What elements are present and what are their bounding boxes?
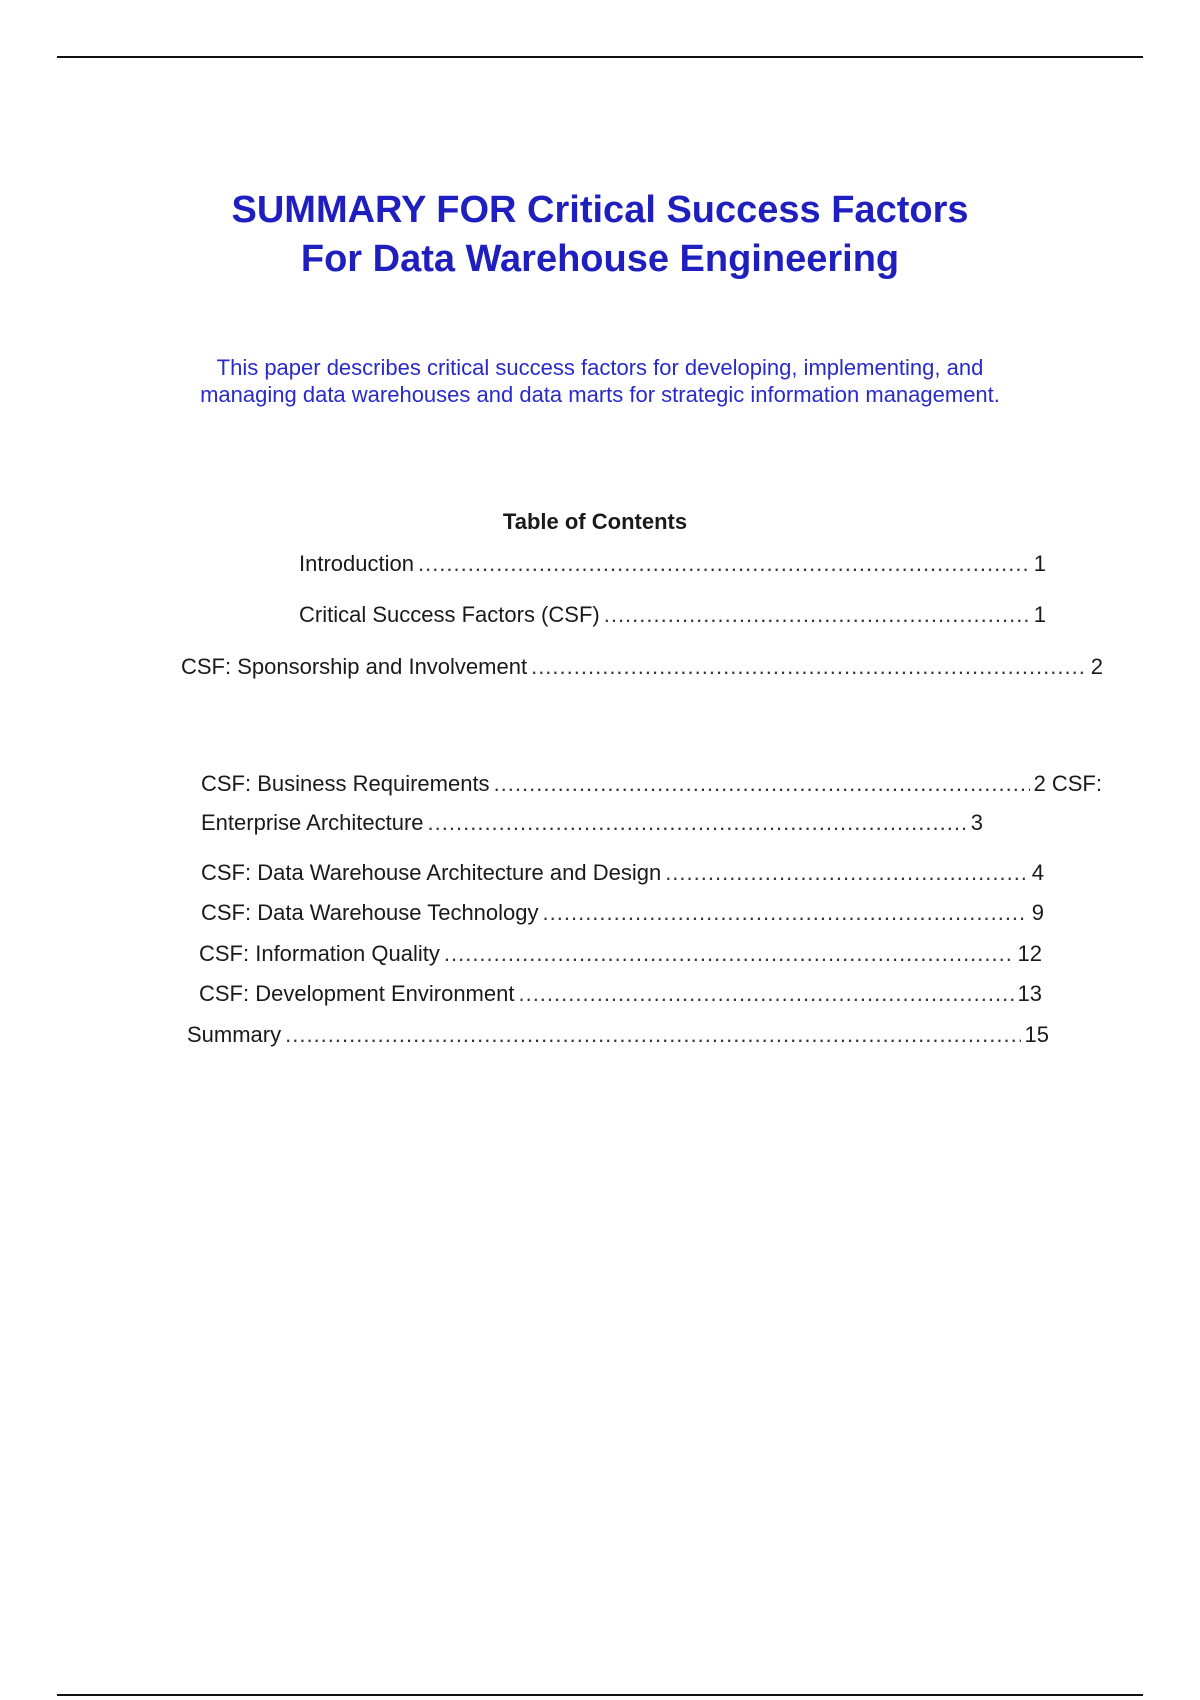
bottom-rule [57,1694,1143,1696]
toc-entry-wrapped-prefix: CSF: [1051,771,1102,796]
toc-entry-page: 13 [1017,981,1042,1006]
toc-entry-label: Summary [187,1022,282,1047]
toc-dot-leader [531,652,1087,682]
toc-entry-label: CSF: Information Quality [199,941,440,966]
toc-heading: Table of Contents [502,509,688,534]
toc-entry-enterprise-architecture[interactable] [201,808,983,838]
toc-entry-page: 3 [970,810,983,835]
abstract-line-2: managing data warehouses and data marts for strategic information management. [200,382,1000,407]
toc-entry-label: CSF: Sponsorship and Involvement [181,654,528,679]
toc-dot-leader [665,858,1028,888]
title-line-1: SUMMARY FOR Critical Success Factors [231,189,969,231]
abstract-line-1: This paper describes critical success factors for developing, implementing, and [216,355,984,380]
toc-dot-leader [543,898,1028,928]
toc-dot-leader [428,808,967,838]
toc-entry-information-quality[interactable] [199,939,1042,969]
toc-entry-label: Introduction [299,551,414,576]
toc-entry-page: 15 [1024,1022,1049,1047]
toc-entry-page: 2 [1033,771,1046,796]
toc-dot-leader [604,600,1030,630]
toc-entry-sponsorship[interactable] [181,652,1103,682]
toc-entry-page: 2 [1090,654,1103,679]
toc-dot-leader [494,769,1030,799]
toc-dot-leader [285,1020,1020,1050]
toc-entry-critical-success-factors[interactable] [299,600,1046,630]
toc-dot-leader [444,939,1014,969]
toc-entry-label: CSF: Development Environment [199,981,515,1006]
abstract [0,354,1200,408]
document-title [0,186,1200,284]
toc-entry-page: 9 [1031,900,1044,925]
toc-entry-page: 1 [1033,602,1046,627]
toc-dot-leader [418,549,1030,579]
toc-entry-development-environment[interactable] [199,979,1042,1009]
toc-entry-dw-architecture-design[interactable] [201,858,1044,888]
toc-entry-label: Critical Success Factors (CSF) [299,602,600,627]
title-line-2: For Data Warehouse Engineering [300,238,900,280]
toc-entry-page: 4 [1031,860,1044,885]
toc-entry-introduction[interactable] [299,549,1046,579]
top-rule [57,56,1143,58]
toc-entry-page: 1 [1033,551,1046,576]
toc-entry-label: Enterprise Architecture [201,810,424,835]
toc-entry-page: 12 [1017,941,1042,966]
toc-entry-summary[interactable] [187,1020,1049,1050]
toc-entry-label: CSF: Business Requirements [201,771,490,796]
toc-entry-business-requirements[interactable] [201,769,1102,799]
toc-dot-leader [518,979,1013,1009]
toc-entry-label: CSF: Data Warehouse Technology [201,900,539,925]
toc-entry-label: CSF: Data Warehouse Architecture and Design [201,860,662,885]
toc-entry-dw-technology[interactable] [201,898,1044,928]
